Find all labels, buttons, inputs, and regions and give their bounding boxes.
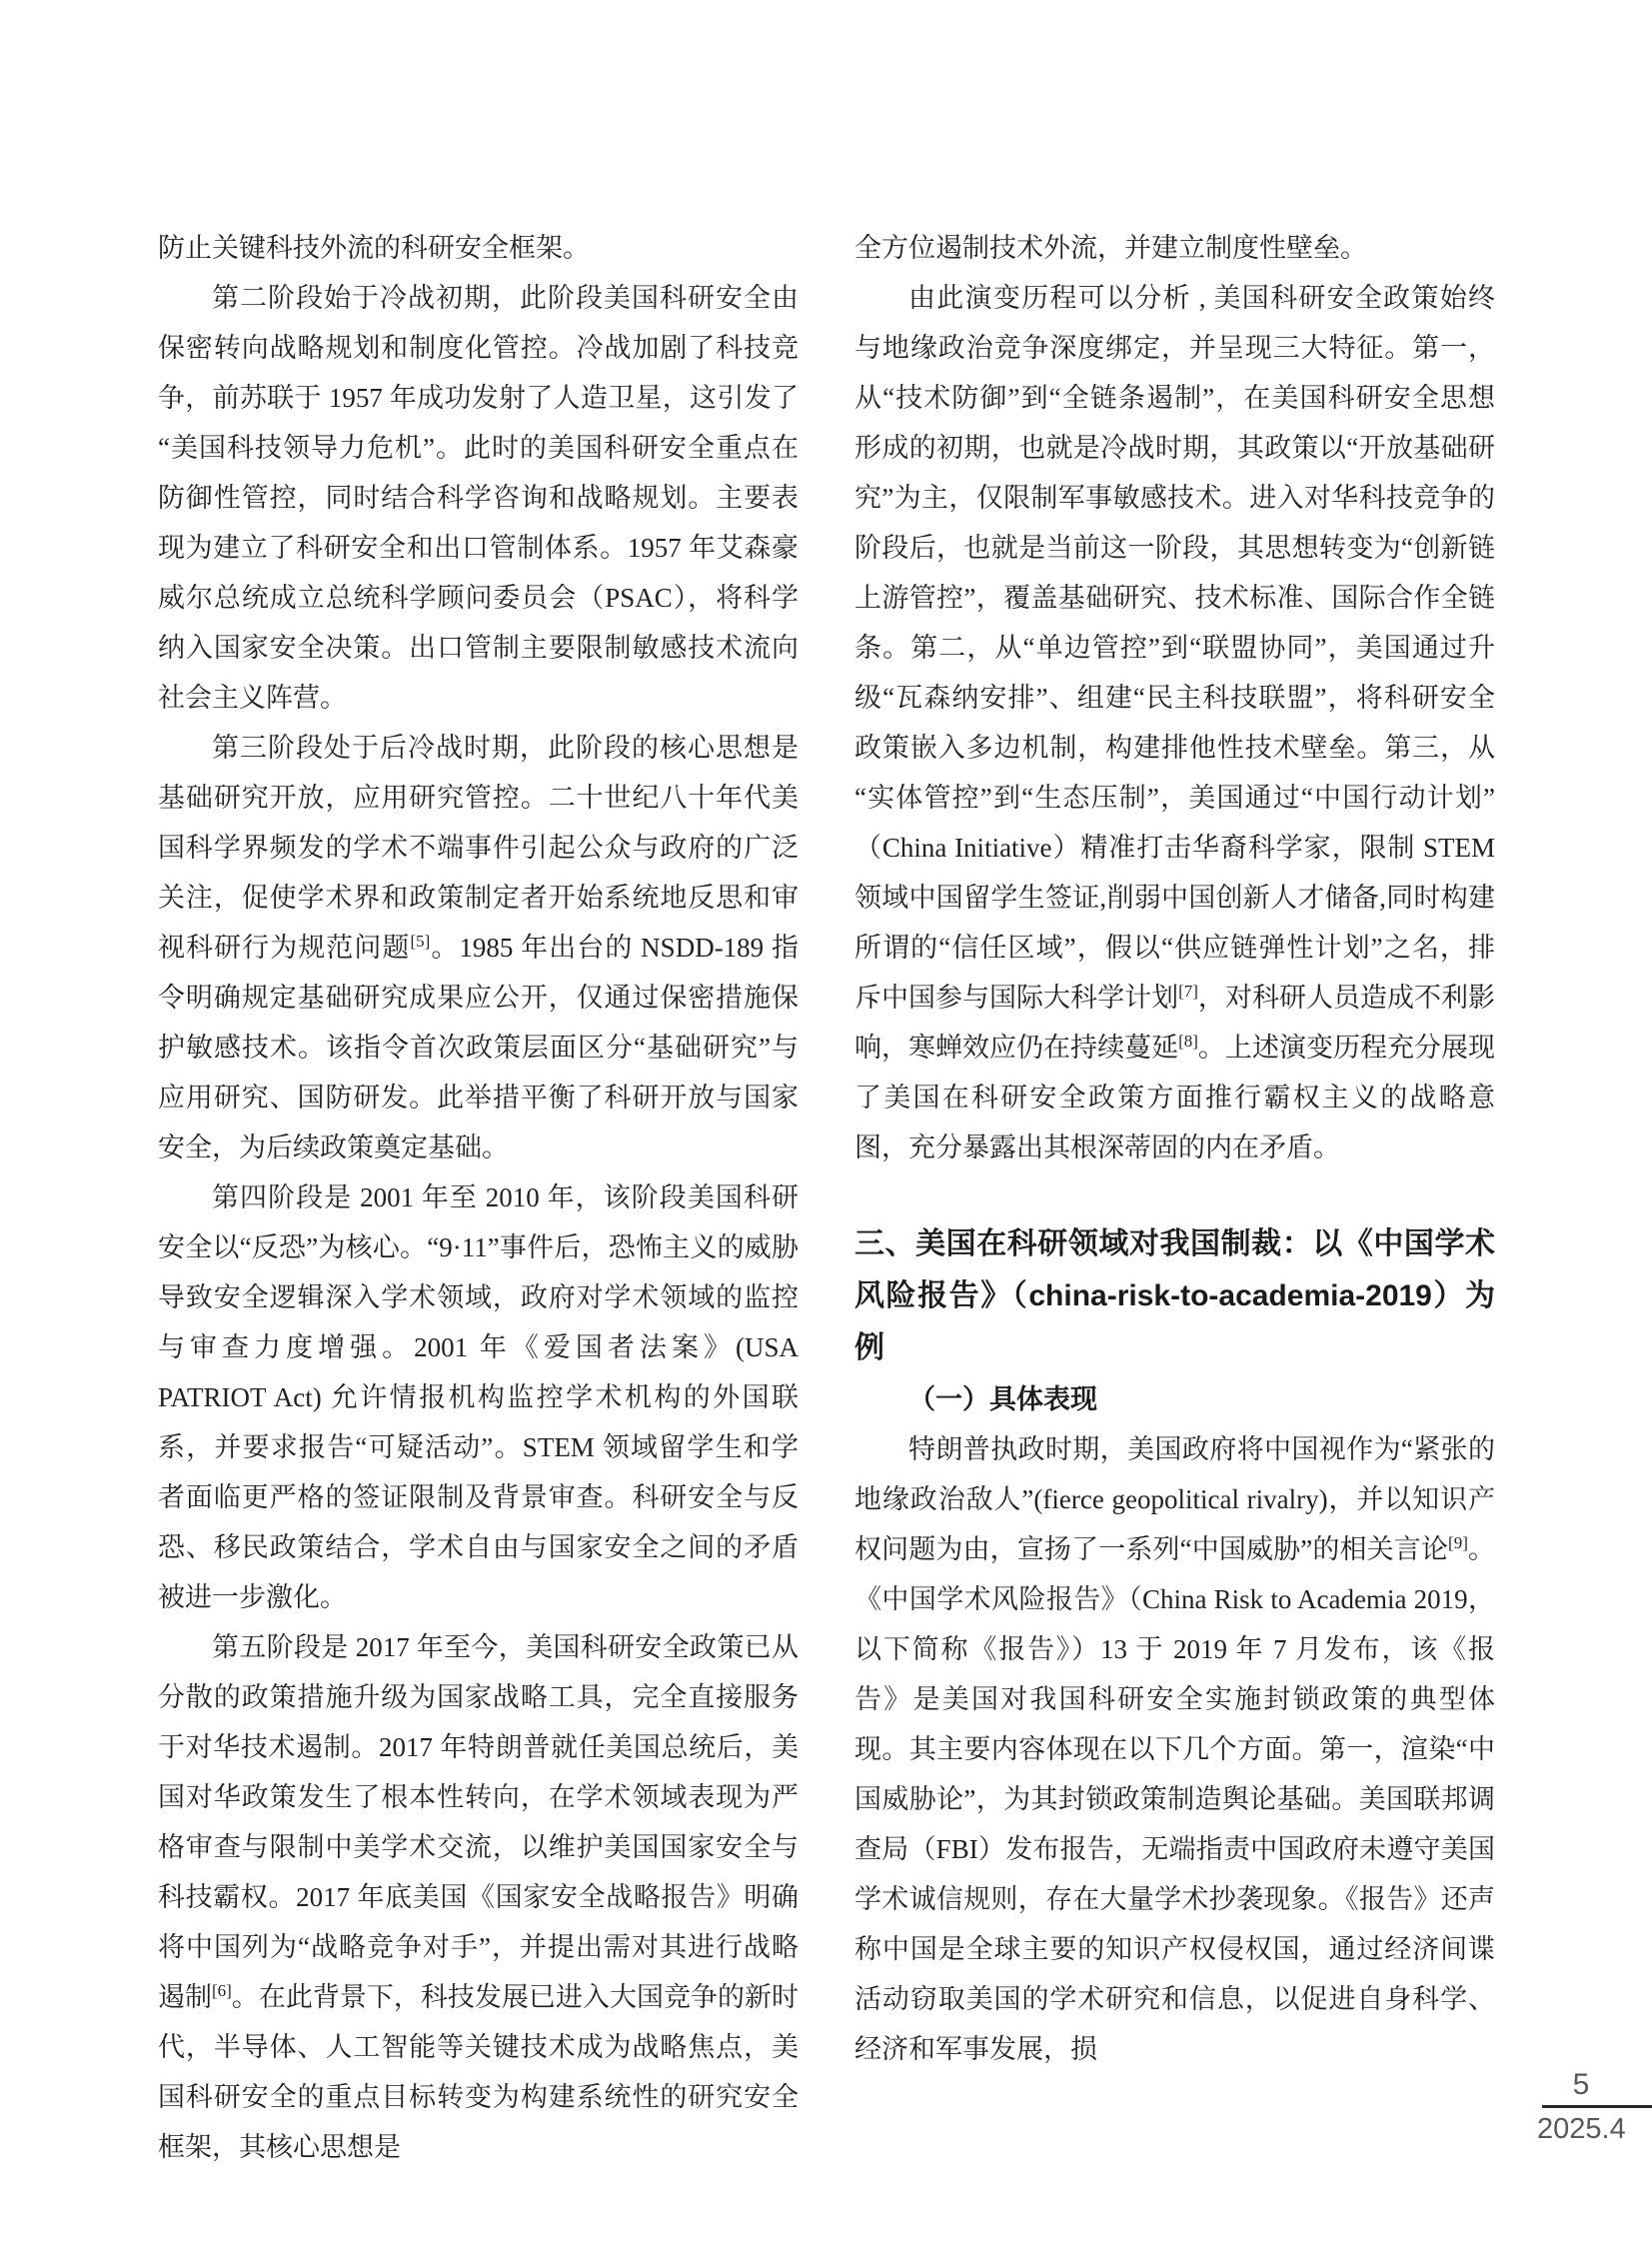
paragraph-text: 特朗普执政时期，美国政府将中国视作为“紧张的地缘政治敌人”(fierce geopolitical rivalry)，并以知识产权问题为由，宣扬了一系列“中国威胁”的相关言论 <box>854 1434 1495 1564</box>
paragraph-stage-four <box>158 1172 799 1622</box>
section-heading: 三、美国在科研领域对我国制裁：以《中国学术风险报告》（china-risk-to-academia-2019）为例 <box>854 1227 1495 1364</box>
continuation-paragraph <box>854 223 1495 273</box>
footer-divider <box>1542 2105 1652 2108</box>
paragraph-text: 由此演变历程可以分析 , 美国科研安全政策始终与地缘政治竞争深度绑定，并呈现三大特征。第一，从“技术防御”到“全链条遏制”，在美国科研安全思想形成的初期，也就是冷战时期，其政策以“开放基础研究”为主，仅限制军事敏感技术。进入对华科技竞争的阶段后，也就是当前这一阶段，其思想转变为“创新链上游管控”，覆盖基础研究、技术标准、国际合作全链条。第二，从“单边管控”到“联盟协同”，美国通过升级“瓦森纳安排”、组建“民主科技联盟”，将科研安全政策嵌入多边机制，构建排他性技术壁垒。第三，从“实体管控”到“生态压制”，美国通过“中国行动计划”（China Initiative）精准打击华裔科学家，限制 STEM 领域中国留学生签证,削弱中国创新人才储备,同时构建所谓的“信任区域”，假以“供应链弹性计划”之名，排斥中国参与国际大科学计划 <box>854 283 1495 1013</box>
footnote-ref-6: [6] <box>212 1981 232 2000</box>
paragraph-stage-two <box>158 273 799 723</box>
continuation-paragraph <box>158 223 799 273</box>
paragraph-text: 。《中国学术风险报告》（China Risk to Academia 2019，以下简称《报告》）13 于 2019 年 7 月发布，该《报告》是美国对我国科研安全实施封锁政策的典型体现。其主要内容体现在以下几个方面。第一，渲染“中国威胁论”，为其封锁政策制造舆论基础。美国联邦调查局（FBI）发布报告，无端指责中国政府未遵守美国学术诚信规则，存在大量学术抄袭现象。《报告》还声称中国是全球主要的知识产权侵权国，通过经济间谍活动窃取美国的学术研究和信息，以促进自身科学、经济和军事发展，损 <box>854 1534 1496 2064</box>
paragraph-text: 第二阶段始于冷战初期，此阶段美国科研安全由保密转向战略规划和制度化管控。冷战加剧了科技竞争，前苏联于 1957 年成功发射了人造卫星，这引发了“美国科技领导力危机”。此时的美国科研安全重点在防御性管控，同时结合科学咨询和战略规划。主要表现为建立了科研安全和出口管制体系。1957 年艾森豪威尔总统成立总统科学顾问委员会（PSAC），将科学纳入国家安全决策。出口管制主要限制敏感技术流向社会主义阵营。 <box>158 283 799 713</box>
issue-number: 2025.4 <box>1537 2113 1626 2145</box>
footnote-ref-8: [8] <box>1178 1032 1198 1051</box>
paragraph-text: 。上述演变历程充分展现了美国在科研安全政策方面推行霸权主义的战略意图，充分暴露出其根深蒂固的内在矛盾。 <box>854 1033 1496 1162</box>
paragraph-stage-three <box>158 723 799 1172</box>
paragraph-text: 第五阶段是 2017 年至今，美国科研安全政策已从分散的政策措施升级为国家战略工具，完全直接服务于对华技术遏制。2017 年特朗普就任美国总统后，美国对华政策发生了根本性转向，在学术领域表现为严格审查与限制中美学术交流，以维护美国国家安全与科技霸权。2017 年底美国《国家安全战略报告》明确将中国列为“战略竞争对手”，并提出需对其进行战略遏制 <box>158 1632 799 2012</box>
paragraph-stage-five <box>158 1622 799 2172</box>
paragraph-concrete-manifestation <box>854 1424 1495 2074</box>
left-column <box>158 223 799 2172</box>
right-column <box>854 223 1495 2074</box>
sub-heading: （一）具体表现 <box>908 1384 1097 1414</box>
paragraph-text: 。1985 年出台的 NSDD-189 指令明确规定基础研究成果应公开，仅通过保密措施保护敏感技术。该指令首次政策层面区分“基础研究”与应用研究、国防研发。此举措平衡了科研开放与国家安全，为后续政策奠定基础。 <box>158 933 799 1162</box>
paragraph-text: 。在此背景下，科技发展已进入大国竞争的新时代，半导体、人工智能等关键技术成为战略焦点，美国科研安全的重点目标转变为构建系统性的研究安全框架，其核心思想是 <box>158 1982 799 2162</box>
paragraph-text: 第三阶段处于后冷战时期，此阶段的核心思想是基础研究开放，应用研究管控。二十世纪八十年代美国科学界频发的学术不端事件引起公众与政府的广泛关注，促使学术界和政策制定者开始系统地反思和审视科研行为规范问题 <box>158 733 799 963</box>
paragraph-text: 防止关键科技外流的科研安全框架。 <box>158 233 590 263</box>
paragraph-text: ，对科研人员造成不利影响，寒蝉效应仍在持续蔓延 <box>854 983 1496 1063</box>
paragraph-text: 全方位遏制技术外流，并建立制度性壁垒。 <box>854 233 1367 263</box>
paragraph-text: 第四阶段是 2001 年至 2010 年，该阶段美国科研安全以“反恐”为核心。“9·11”事件后，恐怖主义的威胁导致安全逻辑深入学术领域，政府对学术领域的监控与审查力度增强。2001 年《爱国者法案》(USA PATRIOT Act) 允许情报机构监控学术机构的外国联系，并要求报告“可疑活动”。STEM 领域留学生和学者面临更严格的签证限制及背景审查。科研安全与反恐、移民政策结合，学术自由与国家安全之间的矛盾被进一步激化。 <box>158 1182 799 1612</box>
page-number: 5 <box>1572 2068 1590 2101</box>
footnote-ref-5: [5] <box>410 932 431 951</box>
footnote-ref-9: [9] <box>1448 1533 1468 1552</box>
paragraph-evolution-analysis <box>854 273 1495 1172</box>
footnote-ref-7: [7] <box>1178 982 1198 1001</box>
